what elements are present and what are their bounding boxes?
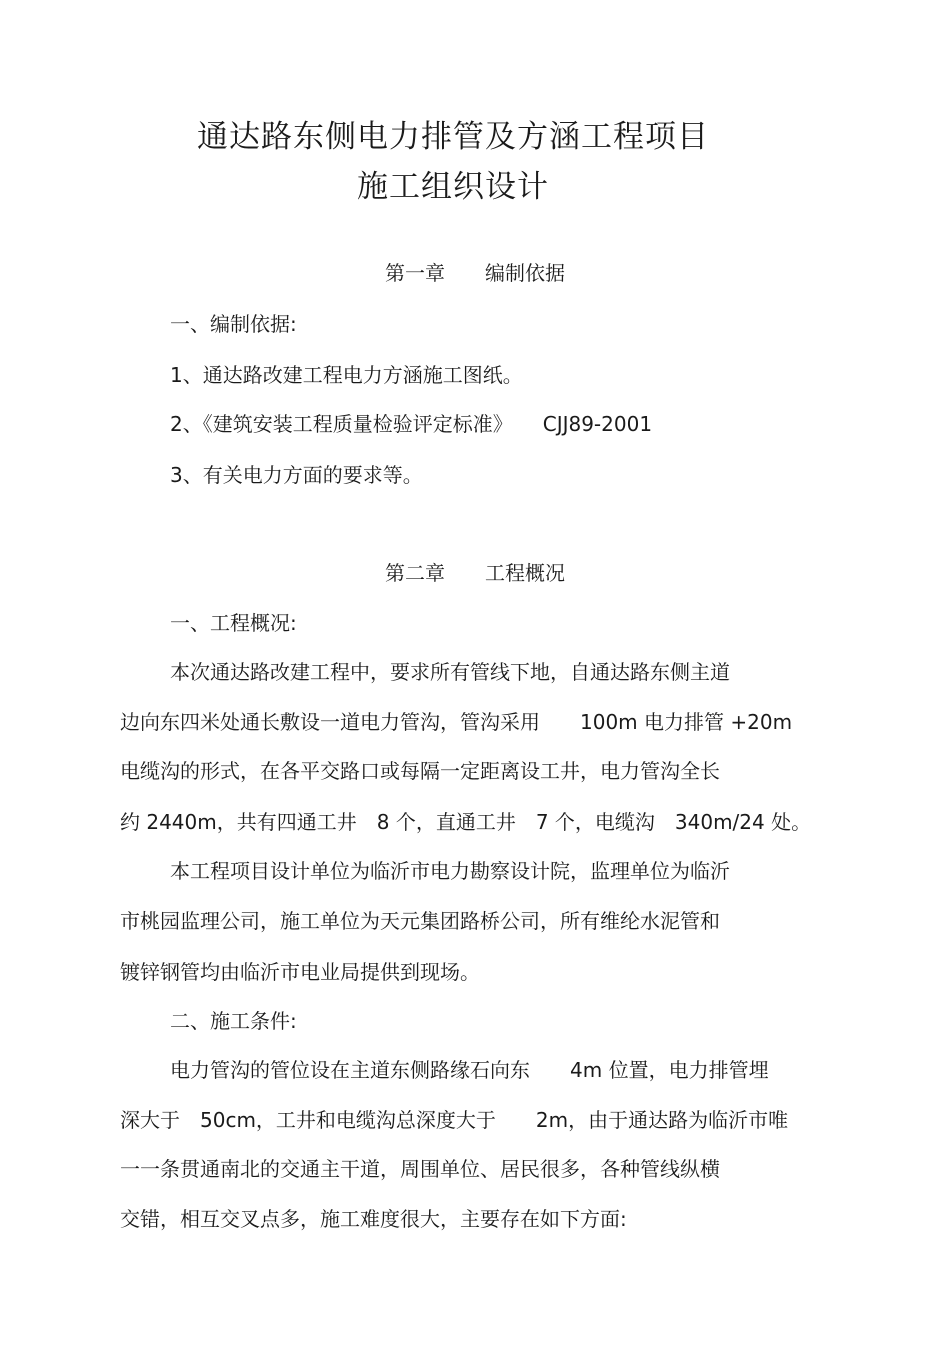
document-title-line2: 施工组织设计 xyxy=(357,169,549,205)
paragraph3-line4: 交错，相互交叉点多，施工难度很大，主要存在如下方面: xyxy=(120,1207,627,1231)
paragraph1-line1: 本次通达路改建工程中，要求所有管线下地，自通达路东侧主道 xyxy=(170,660,730,684)
paragraph1-line3: 电缆沟的形式，在各平交路口或每隔一定距离设工井，电力管沟全长 xyxy=(120,759,720,783)
paragraph3-line2: 深大于 50cm，工井和电缆沟总深度大于 2m，由于通达路为临沂市唯 xyxy=(120,1108,789,1132)
paragraph2-line3: 镀锌钢管均由临沂市电业局提供到现场。 xyxy=(120,960,480,984)
paragraph1-line2: 边向东四米处通长敷设一道电力管沟，管沟采用 100m 电力排管 +20m xyxy=(120,710,793,734)
paragraph2-line2: 市桃园监理公司，施工单位为天元集团路桥公司，所有维纶水泥管和 xyxy=(120,909,720,933)
chapter1-item-1: 1、通达路改建工程电力方涵施工图纸。 xyxy=(170,363,523,387)
paragraph1-line4: 约 2440m，共有四通工井 8 个，直通工井 7 个，电缆沟 340m/24 处。 xyxy=(120,810,812,834)
paragraph3-line3: 一一条贯通南北的交通主干道，周围单位、居民很多，各种管线纵横 xyxy=(120,1157,720,1181)
chapter2-section2-heading: 二、施工条件: xyxy=(170,1009,297,1033)
chapter1-item-3: 3、有关电力方面的要求等。 xyxy=(170,463,423,487)
chapter1-heading: 第一章 编制依据 xyxy=(385,261,565,285)
chapter1-section1-heading: 一、编制依据: xyxy=(170,312,297,336)
document-title-line1: 通达路东侧电力排管及方涵工程项目 xyxy=(197,119,709,155)
chapter1-item-2: 2、《建筑安装工程质量检验评定标准》 CJJ89-2001 xyxy=(170,412,653,436)
chapter2-section1-heading: 一、工程概况: xyxy=(170,611,297,635)
paragraph2-line1: 本工程项目设计单位为临沂市电力勘察设计院，监理单位为临沂 xyxy=(170,859,730,883)
paragraph3-line1: 电力管沟的管位设在主道东侧路缘石向东 4m 位置，电力排管埋 xyxy=(170,1058,769,1082)
chapter2-heading: 第二章 工程概况 xyxy=(385,561,565,585)
